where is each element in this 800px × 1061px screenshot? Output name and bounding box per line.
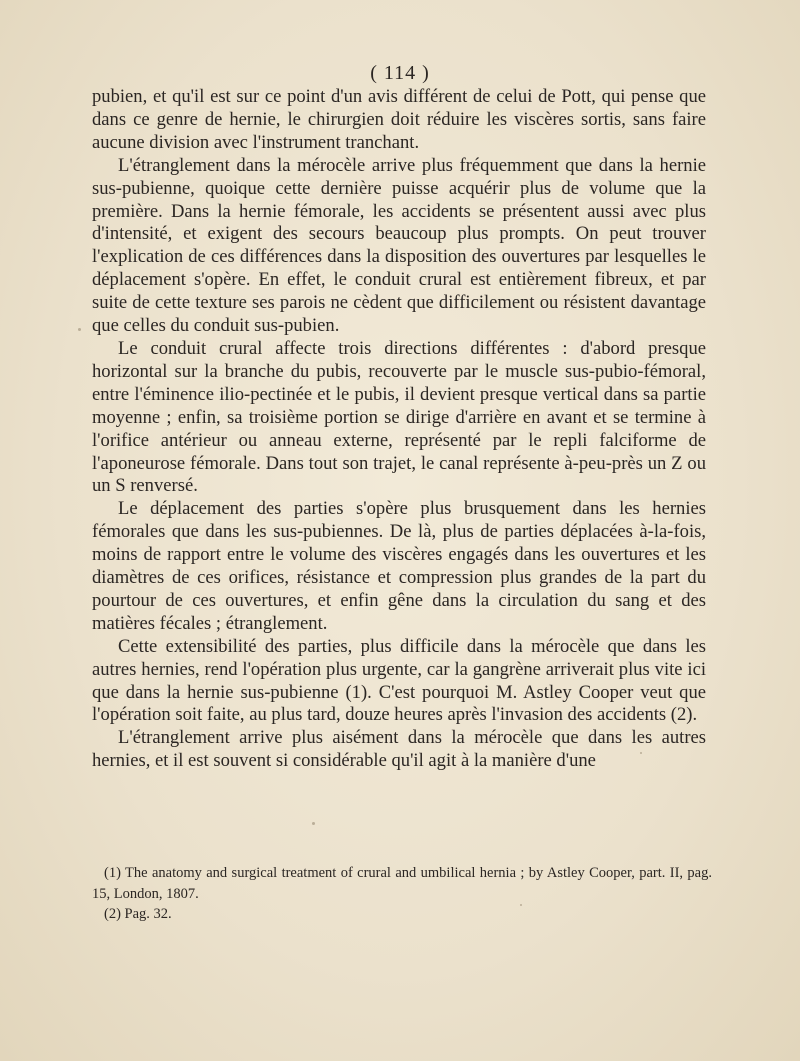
paragraph: pubien, et qu'il est sur ce point d'un avis différent de celui de Pott, qui pense que dans ce genre de hernie, le chirurgien doit réduire les viscères sortis, sans faire aucune division avec l'instrument tranchant. [92,86,706,153]
paper-speck [78,328,81,331]
paragraph: L'étranglement arrive plus aisément dans la mérocèle que dans les autres hernies, et il est souvent si considérable qu'il agit à la manière d'une [92,727,706,772]
paper-speck [640,752,642,754]
page-number: ( 114 ) [370,62,430,84]
paragraph: Le conduit crural affecte trois directions différentes : d'abord presque horizontal sur la branche du pubis, recouverte par le muscle sus-pubio-fémoral, entre l'éminence ilio-pectinée et le pubis, il devient presque vertical dans sa partie moyenne ; enfin, sa troisième portion se dirige d'arrière en avant et se termine à l'orifice antérieur ou anneau externe, représenté par le repli falciforme de l'aponeurose fémorale. Dans tout son trajet, le canal représente à-peu-près un Z ou un S renversé. [92,337,706,497]
body-text [92,86,706,773]
paper-speck [312,822,315,825]
paragraph: Cette extensibilité des parties, plus difficile dans la mérocèle que dans les autres hernies, rend l'opération plus urgente, car la gangrène arriverait plus vite ici que dans la hernie sus-pubienne (1). C'est pourquoi M. Astley Cooper veut que l'opération soit faite, au plus tard, douze heures après l'invasion des accidents (2). [92,635,706,726]
footnotes [92,863,712,925]
paragraph: Le déplacement des parties s'opère plus brusquement dans les hernies fémorales que dans les sus-pubiennes. De là, plus de parties déplacées à-la-fois, moins de rapport entre le volume des viscères engagés dans les ouvertures et les diamètres de ces orifices, résistance et compression plus grandes de la part du pourtour de ces ouvertures, et enfin gêne dans la circulation du sang et des matières fécales ; étranglement. [92,498,706,634]
footnote: (1) The anatomy and surgical treatment of crural and umbilical hernia ; by Astley Cooper, part. II, pag. 15, London, 1807. [92,865,712,902]
paragraph: L'étranglement dans la mérocèle arrive plus fréquemment que dans la hernie sus-pubienne, quoique cette dernière puisse acquérir plus de volume que la première. Dans la hernie fémorale, les accidents se présentent aussi avec plus d'intensité, et exigent des secours beaucoup plus prompts. On peut trouver l'explication de ces différences dans la disposition des ouvertures par lesquelles le déplacement s'opère. En effet, le conduit crural est entièrement fibreux, et par suite de cette texture ses parois ne cèdent que difficilement ou résistent davantage que celles du conduit sus-pubien. [92,154,706,337]
paper-speck [520,904,522,906]
footnote: (2) Pag. 32. [104,906,172,922]
